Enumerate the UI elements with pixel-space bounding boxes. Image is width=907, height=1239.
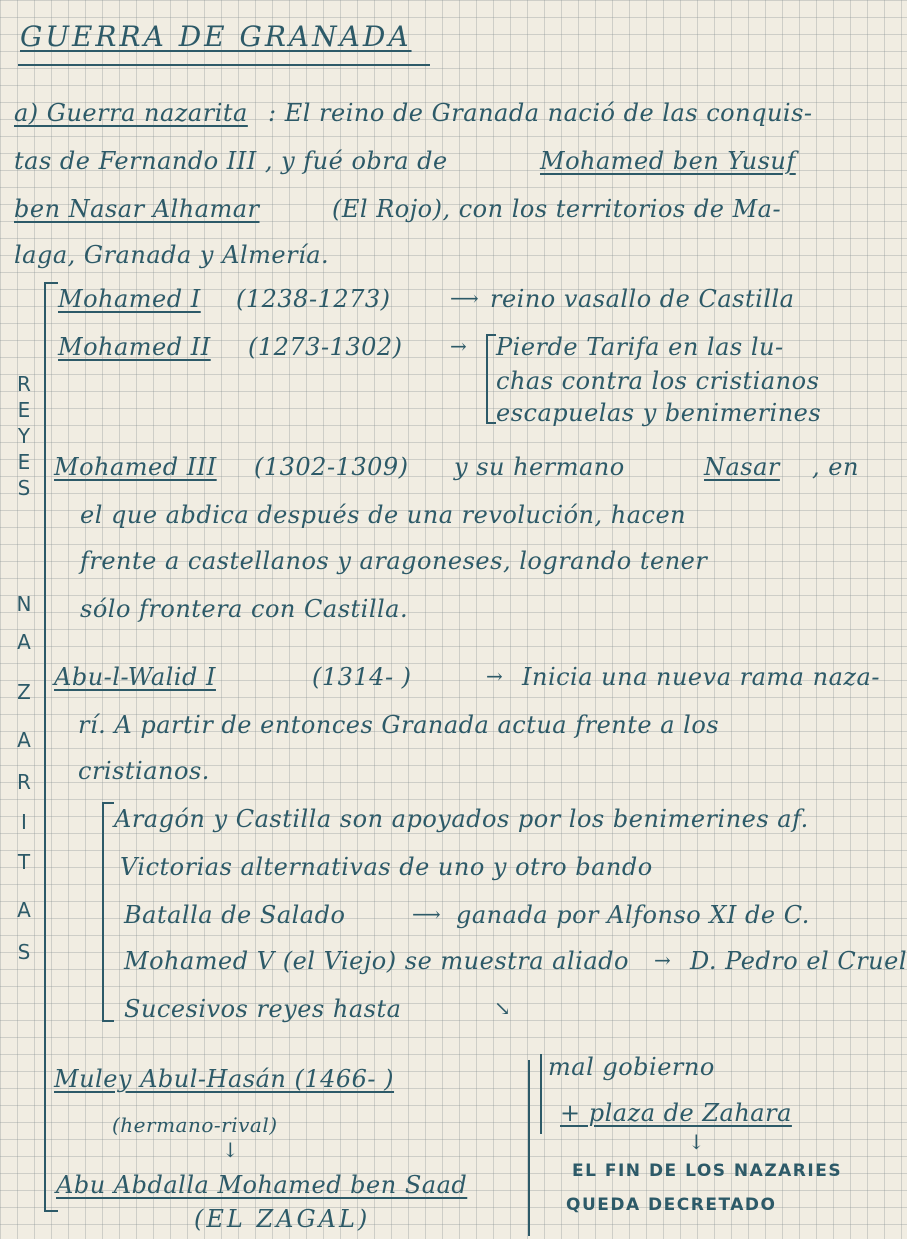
- note-bracket: [540, 1054, 542, 1134]
- king-muley: Muley Abul-Hasán (1466- ): [54, 1065, 395, 1093]
- king-4-text: rí. A partir de entonces Granada actua frente a los: [78, 711, 720, 739]
- intro-line-1: : El reino de Granada nació de las conquis-: [268, 99, 813, 127]
- intro-line-4: laga, Granada y Almería.: [14, 241, 330, 269]
- king-3-text: y su hermano: [454, 453, 625, 481]
- title-double-underline: [18, 64, 430, 66]
- king-2-note-line: Pierde Tarifa en las lu-: [496, 333, 784, 361]
- arrow-right-icon: →: [654, 948, 671, 972]
- king-2-note-line: escapuelas y benimerines: [496, 399, 822, 427]
- sub-line-2: Victorias alternativas de uno y otro bando: [120, 853, 653, 881]
- arrow-down-icon: ↓: [222, 1138, 239, 1162]
- king-2-name: Mohamed II: [58, 333, 211, 361]
- king-3-text: el que abdica después de una revolución, hacen: [80, 501, 687, 529]
- side-label-letter: A: [17, 728, 31, 752]
- kings-bracket-bottom: [44, 1210, 58, 1212]
- side-label-letter: R: [17, 372, 31, 396]
- sub-line-3b: ganada por Alfonso XI de C.: [456, 901, 810, 929]
- arrow-right-icon: ⟶: [450, 286, 479, 310]
- sub-bracket-bottom: [102, 1020, 114, 1022]
- sub-line-3: Batalla de Salado: [124, 901, 346, 929]
- king-1-dates: (1238-1273): [236, 285, 391, 313]
- end-bracket: [528, 1060, 530, 1236]
- arrow-right-icon: →: [486, 664, 503, 688]
- side-label-letter: I: [21, 810, 27, 834]
- sub-line-4: Mohamed V (el Viejo) se muestra aliado: [124, 947, 629, 975]
- king-2-bracket-top: [486, 334, 496, 336]
- final-statement-1: EL FIN DE LOS NAZARIES: [572, 1161, 843, 1181]
- sub-line-1: Aragón y Castilla son apoyados por los benimerines af.: [114, 805, 809, 833]
- king-1-note: reino vasallo de Castilla: [490, 285, 795, 313]
- arrow-right-icon: →: [450, 334, 467, 358]
- king-2-note-line: chas contra los cristianos: [496, 367, 820, 395]
- side-label-letter: N: [16, 592, 32, 616]
- sub-line-5: Sucesivos reyes hasta: [124, 995, 402, 1023]
- king-4-name: Abu-l-Walid I: [54, 663, 216, 691]
- arrow-down-icon: ↓: [688, 1130, 705, 1154]
- king-3-text: , en: [812, 453, 859, 481]
- section-heading: a) Guerra nazarita: [14, 99, 248, 127]
- intro-line-3a: ben Nasar Alhamar: [14, 195, 260, 223]
- intro-line-2a: tas de Fernando III , y fué obra de: [14, 147, 448, 175]
- end-note-1: mal gobierno: [548, 1053, 715, 1081]
- sub-line-4b: D. Pedro el Cruel: [690, 947, 907, 975]
- king-muley-relation: (hermano-rival): [112, 1113, 278, 1137]
- king-3-name: Mohamed III: [54, 453, 217, 481]
- side-label-letter: Y: [17, 424, 31, 448]
- king-1-name: Mohamed I: [58, 285, 201, 313]
- kings-bracket: [44, 282, 46, 1212]
- kings-bracket-top: [44, 282, 58, 284]
- king-4-text: cristianos.: [78, 757, 210, 785]
- king-3-brother: Nasar: [704, 453, 780, 481]
- side-label-letter: S: [17, 476, 31, 500]
- king-3-dates: (1302-1309): [254, 453, 409, 481]
- king-2-bracket-bottom: [486, 422, 496, 424]
- side-label-letter: E: [17, 450, 31, 474]
- side-label-letter: Z: [17, 680, 31, 704]
- end-note-2: + plaza de Zahara: [560, 1099, 792, 1127]
- final-statement-2: QUEDA DECRETADO: [566, 1195, 777, 1215]
- king-2-bracket: [486, 334, 488, 424]
- arrow-right-icon: ⟶: [412, 902, 441, 926]
- side-label-letter: R: [17, 770, 31, 794]
- side-label-letter: S: [17, 940, 31, 964]
- side-label-letter: T: [17, 850, 31, 874]
- king-4-text: Inicia una nueva rama naza-: [522, 663, 880, 691]
- side-label-letter: E: [17, 398, 31, 422]
- king-2-dates: (1273-1302): [248, 333, 403, 361]
- sub-bracket-top: [102, 802, 114, 804]
- king-3-text: sólo frontera con Castilla.: [80, 595, 409, 623]
- intro-line-3b: (El Rojo), con los territorios de Ma-: [332, 195, 782, 223]
- king-zagal-alias: (EL ZAGAL): [194, 1205, 371, 1233]
- sub-bracket: [102, 802, 104, 1022]
- king-4-dates: (1314- ): [312, 663, 412, 691]
- intro-line-2b: Mohamed ben Yusuf: [540, 147, 796, 175]
- side-label-letter: A: [17, 898, 31, 922]
- king-3-text: frente a castellanos y aragoneses, logrando tener: [80, 547, 708, 575]
- side-label-letter: A: [17, 630, 31, 654]
- arrow-down-right-icon: ↘: [494, 996, 511, 1020]
- page-title: GUERRA DE GRANADA: [20, 20, 412, 53]
- king-zagal: Abu Abdalla Mohamed ben Saad: [56, 1171, 468, 1199]
